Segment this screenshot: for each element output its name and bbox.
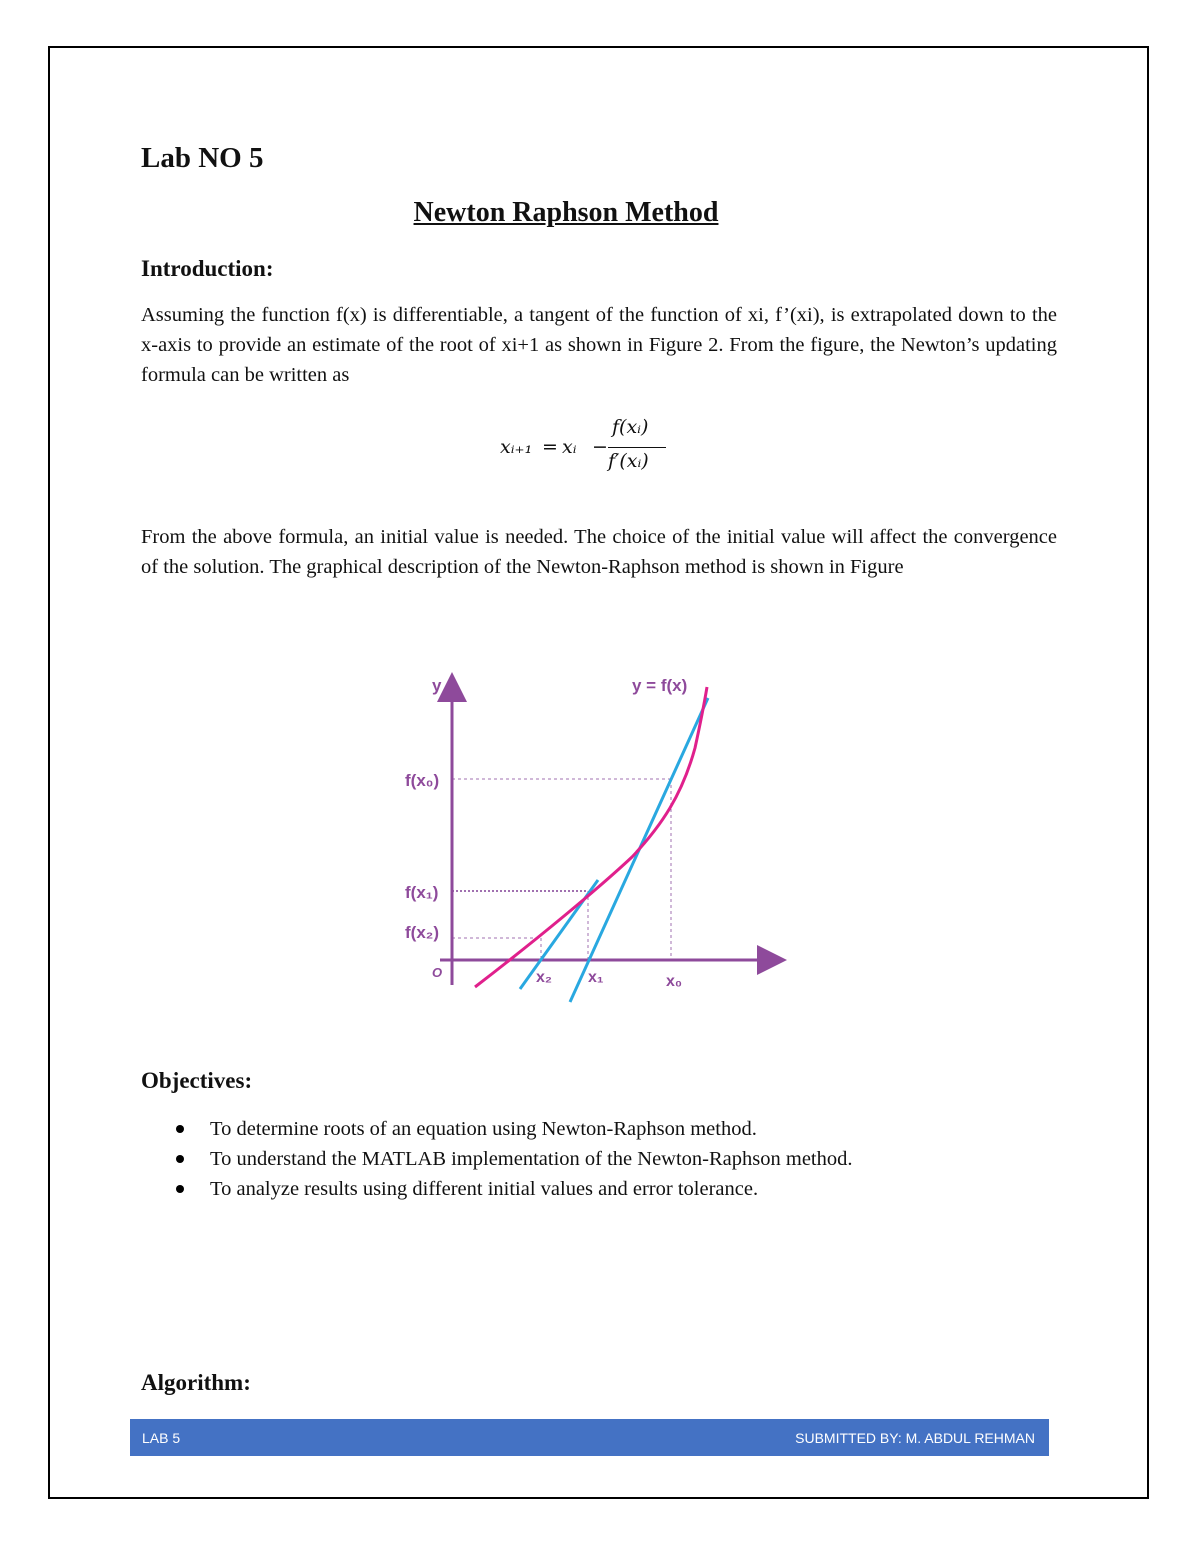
footer-lab-label: LAB 5: [142, 1430, 181, 1446]
introduction-paragraph-2: From the above formula, an initial value is needed. The choice of the initial value will affect the convergence of the solution. The graphical description of the Newton-Raphson method is shown in Figure: [141, 526, 1057, 578]
bullet-icon: [176, 1185, 184, 1193]
x2-label: x₂: [536, 969, 553, 986]
fx2-label: f(x₂): [405, 923, 439, 942]
x0-label: x₀: [666, 973, 683, 990]
formula-lhs: xᵢ₊₁: [500, 436, 533, 458]
fx0-label: f(x₀): [405, 771, 440, 790]
formula-xi: xᵢ: [562, 436, 577, 458]
introduction-paragraph: Assuming the function f(x) is differentiable, a tangent of the function of xi, f’(xi), is extrapolated down to the x-axis to provide an estimate of the root of xi+1 as shown in Figure 2. From the figure, the Newton’s updating formula can be written as: [141, 304, 1057, 386]
list-item: [170, 1114, 853, 1144]
formula-equals: =: [542, 436, 558, 458]
formula-numerator: f(xᵢ): [612, 416, 649, 438]
algorithm-heading: Algorithm:: [141, 1370, 251, 1395]
x1-label: x₁: [588, 969, 604, 986]
curve-label: y = f(x): [632, 676, 688, 695]
objectives-list: [170, 1114, 853, 1204]
function-curve: [475, 687, 707, 987]
fx1-label: f(x₁): [405, 883, 439, 902]
introduction-heading: Introduction:: [141, 256, 274, 281]
list-item: [170, 1144, 853, 1174]
footer-submitted-by: SUBMITTED BY: M. ABDUL REHMAN: [795, 1430, 1035, 1446]
formula-minus: −: [592, 436, 608, 458]
formula-fraction-bar: [608, 447, 666, 448]
newton-raphson-figure: [400, 665, 790, 1010]
page-footer: [130, 1419, 1049, 1456]
objective-text: To understand the MATLAB implementation of the Newton-Raphson method.: [210, 1148, 853, 1170]
newton-formula: [500, 414, 680, 474]
objective-text: To analyze results using different initial values and error tolerance.: [210, 1178, 759, 1200]
list-item: [170, 1174, 853, 1204]
bullet-icon: [176, 1155, 184, 1163]
lab-title: Lab NO 5: [141, 142, 264, 174]
bullet-icon: [176, 1125, 184, 1133]
page-title: Newton Raphson Method: [413, 197, 719, 228]
origin-label: O: [432, 965, 443, 980]
objectives-heading: Objectives:: [141, 1068, 253, 1093]
objective-text: To determine roots of an equation using Newton-Raphson method.: [210, 1118, 757, 1140]
y-axis-label: y: [432, 676, 442, 695]
formula-denominator: f′(xᵢ): [608, 450, 649, 472]
